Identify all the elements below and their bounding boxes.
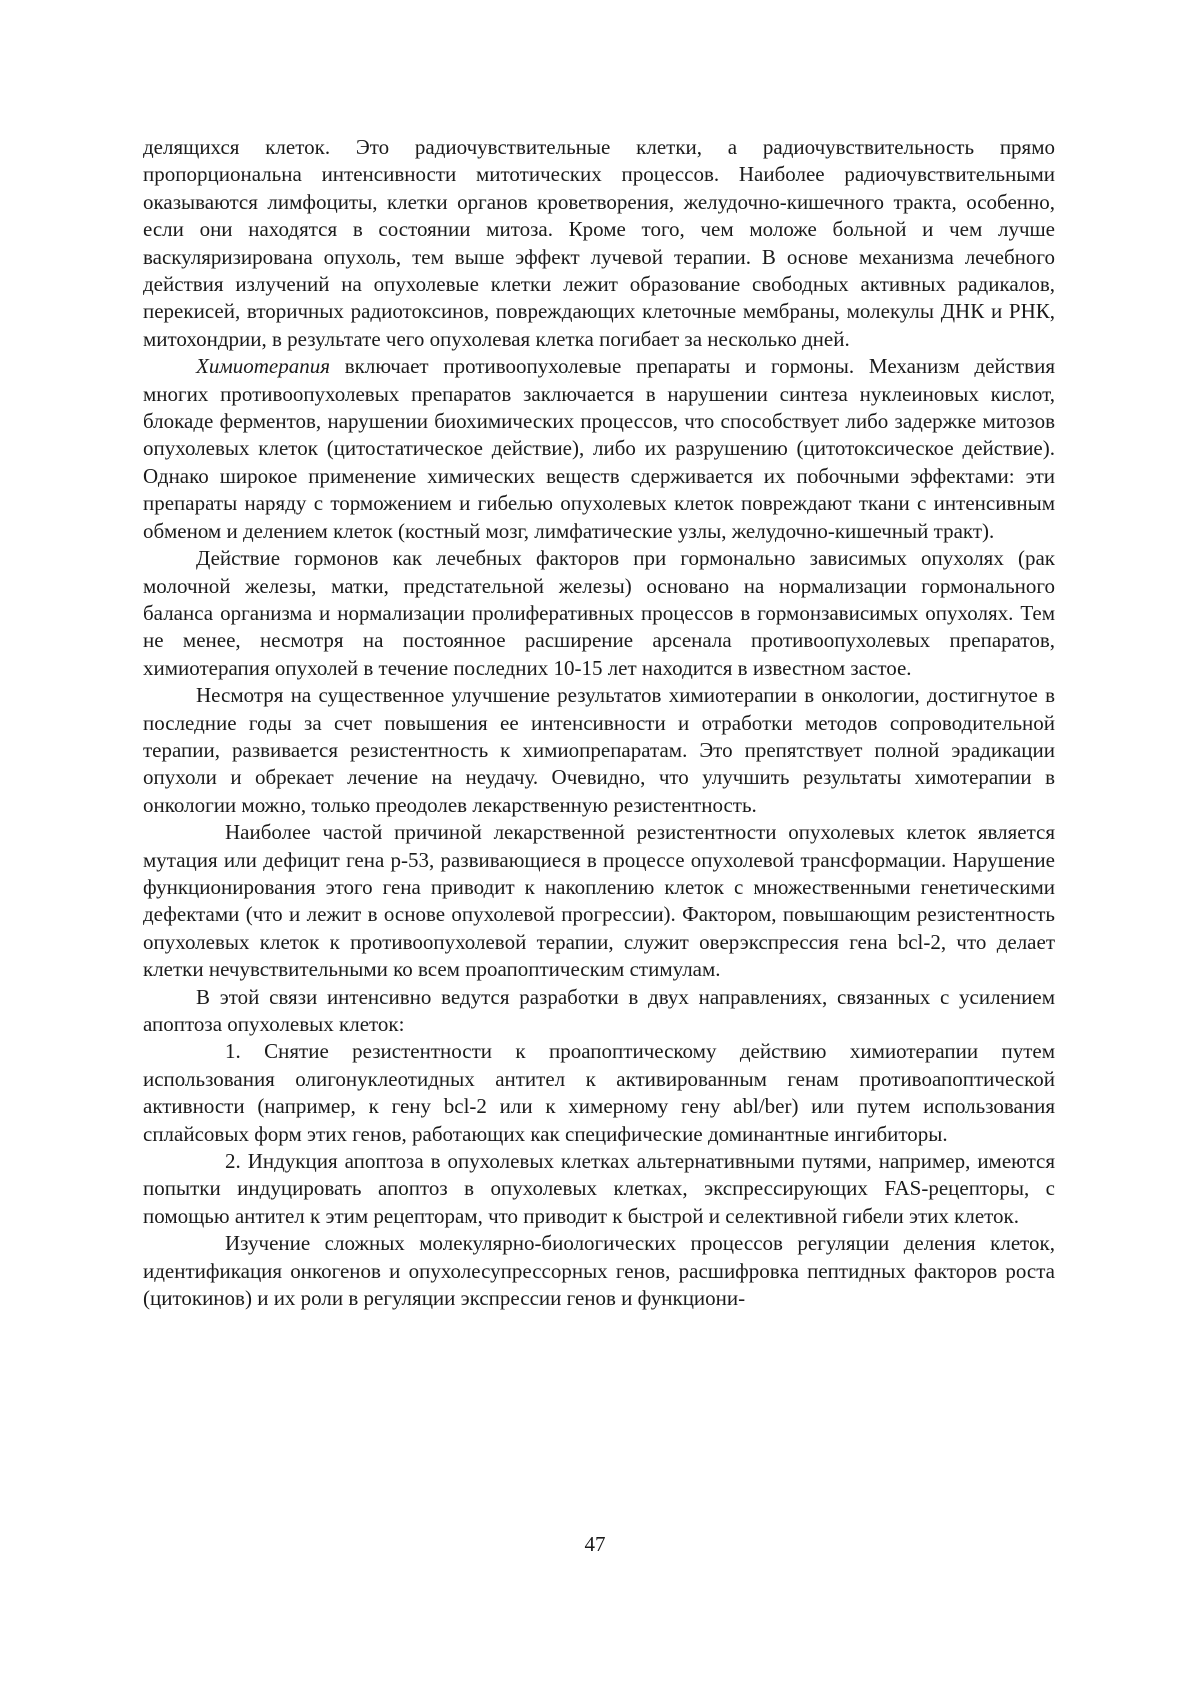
- paragraph-hormones: Действие гормонов как лечебных факторов при гормонально зависимых опухолях (рак молочной железы, матки, предстательной железы) основано на нормализации гормонального баланса организма и нормализации пролиферативных процессов в гормонзависимых опухолях. Тем не менее, несмотря на постоянное расширение арсенала противоопухолевых препаратов, химиотерапия опухолей в течение последних 10-15 лет находится в известном застое.: [143, 546, 1055, 680]
- paragraph-p53: Наиболее частой причиной лекарственной резистентности опухолевых клеток является мутация или дефицит гена р-53, развивающиеся в процессе опухолевой трансформации. Нарушение функционирования этого гена приводит к накоплению клеток с множественными генетическими дефектами (что и лежит в основе опухолевой прогрессии). Фактором, повышающим резистентность опухолевых клеток к противоопухолевой терапии, служит оверэкспрессия гена bcl-2, что делает клетки нечувствительными ко всем проапоптическим стимулам.: [143, 820, 1055, 982]
- paragraph-chemotherapy: [143, 353, 1055, 545]
- paragraph-chemotherapy-text: включает противоопухолевые препараты и гормоны. Механизм действия многих противоопухолевых препаратов заключается в нарушении синтеза нуклеиновых кислот, блокаде ферментов, нарушении биохимических процессов, что способствует либо задержке митозов опухолевых клеток (цитостатическое действие), либо их разрушению (цитотоксическое действие). Однако широкое применение химических веществ сдерживается их побочными эффектами: эти препараты наряду с торможением и гибелью опухолевых клеток повреждают ткани с интенсивным обменом и делением клеток (костный мозг, лимфатические узлы, желудочно-кишечный тракт).: [143, 354, 1055, 543]
- paragraph-directions: В этой связи интенсивно ведутся разработки в двух направлениях, связанных с усилением апоптоза опухолевых клеток:: [143, 984, 1055, 1036]
- term-chemotherapy: Химиотерапия: [196, 354, 330, 379]
- list-item-2: 2. Индукция апоптоза в опухолевых клетках альтернативными путями, например, имеются попытки индуцировать апоптоз в опухолевых клетках, экспрессирующих FAS-рецепторы, с помощью антител к этим рецепторам, что приводит к быстрой и селективной гибели этих клеток.: [143, 1149, 1055, 1228]
- paragraph-molecular-study: Изучение сложных молекулярно-биологических процессов регуляции деления клеток, идентификация онкогенов и опухолесупрессорных генов, расшифровка пептидных факторов роста (цитокинов) и их роли в регуляции экспрессии генов и функциони-: [143, 1231, 1055, 1311]
- page-body: [143, 134, 1055, 1312]
- paragraph-resistance: Несмотря на существенное улучшение результатов химиотерапии в онкологии, достигнутое в последние годы за счет повышения ее интенсивности и отработки методов сопроводительной терапии, развивается резистентность к химиопрепаратам. Это препятствует полной эрадикации опухоли и обрекает лечение на неудачу. Очевидно, что улучшить результаты химотерапии в онкологии можно, только преодолев лекарственную резистентность.: [143, 683, 1055, 817]
- list-item-1: 1. Снятие резистентности к проапоптическому действию химиотерапии путем использования олигонуклеотидных антител к активированным генам противоапоптической активности (например, к гену bcl-2 или к химерному гену abl/ber) или путем использования сплайсовых форм этих генов, работающих как специфические доминантные ингибиторы.: [143, 1039, 1055, 1146]
- paragraph-radiosensitivity: делящихся клеток. Это радиочувствительные клетки, а радиочувствительность прямо пропорциональна интенсивности митотических процессов. Наиболее радиочувствительными оказываются лимфоциты, клетки органов кроветворения, желудочно-кишечного тракта, особенно, если они находятся в состоянии митоза. Кроме того, чем моложе больной и чем лучше васкуляризирована опухоль, тем выше эффект лучевой терапии. В основе механизма лечебного действия излучений на опухолевые клетки лежит образование свободных активных радикалов, перекисей, вторичных радиотоксинов, повреждающих клеточные мембраны, молекулы ДНК и РНК, митохондрии, в результате чего опухолевая клетка погибает за несколько дней.: [143, 135, 1055, 351]
- page-number: 47: [584, 1532, 606, 1556]
